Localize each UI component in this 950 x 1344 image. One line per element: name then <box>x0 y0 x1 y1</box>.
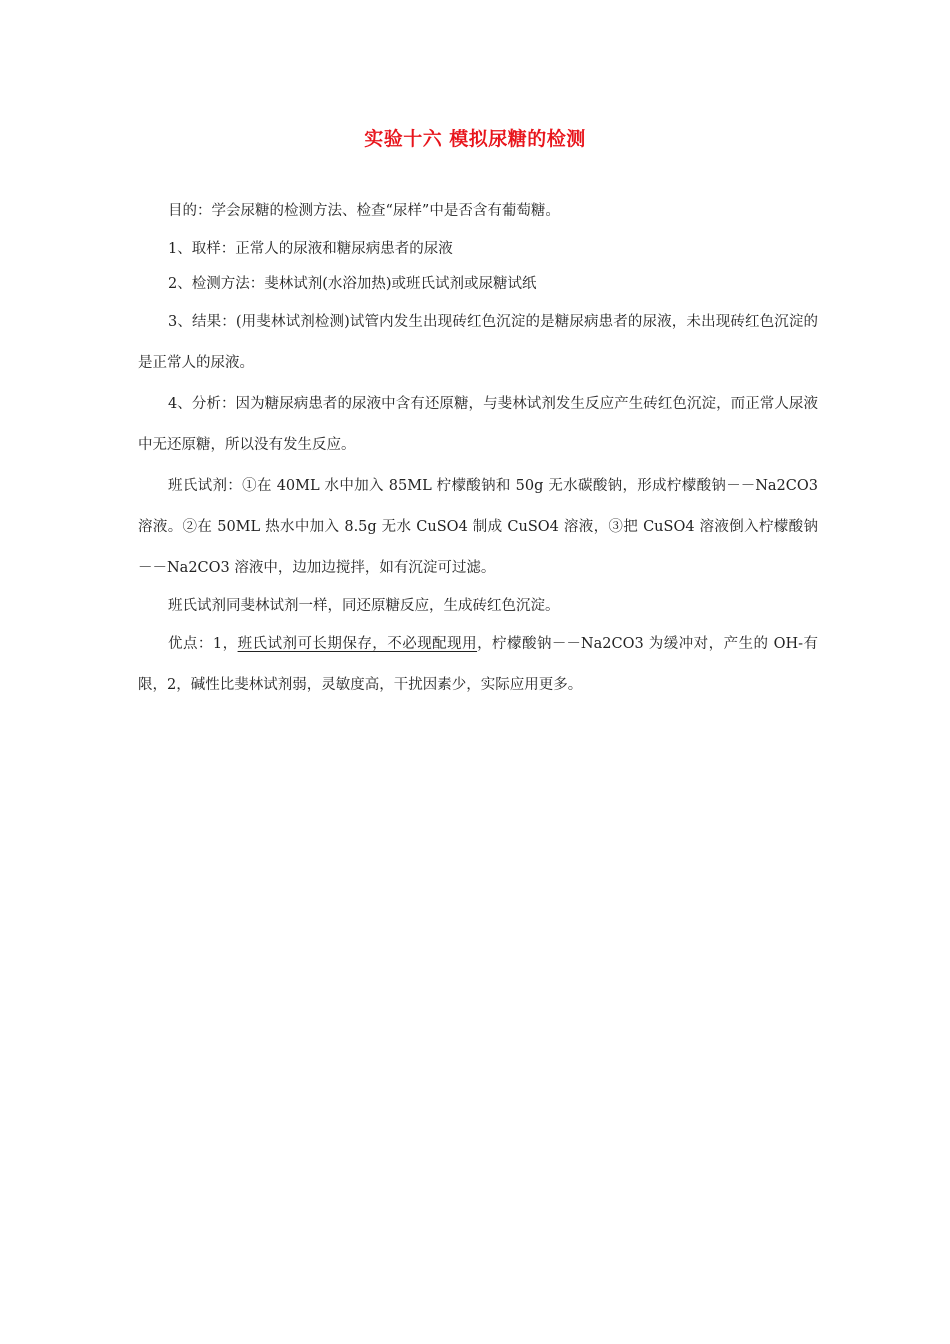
paragraph-purpose: 目的：学会尿糖的检测方法、检查“尿样”中是否含有葡萄糖。 <box>168 203 560 219</box>
paragraph-benedict-reagent: 班氏试剂：①在 40ML 水中加入 85ML 柠檬酸钠和 50g 无水碳酸钠，形成柠檬酸钠－－Na2CO3 溶液。②在 50ML 热水中加入 8.5g 无水 CuSO4 制成 CuSO4 溶液，③把 CuSO4 溶液倒入柠檬酸钠－－Na2CO3 溶液中，边加边搅拌，如有沉淀可过滤。 <box>138 478 818 576</box>
document-body <box>138 198 818 706</box>
paragraph-advantages <box>138 624 818 706</box>
advantage-underlined-text: 班氏试剂可长期保存，不必现配现用 <box>237 636 478 652</box>
advantage-prefix: 优点：1， <box>168 636 238 652</box>
paragraph-step3: 3、结果：(用斐林试剂检测)试管内发生出现砖红色沉淀的是糖尿病患者的尿液，未出现砖红色沉淀的是正常人的尿液。 <box>138 314 818 371</box>
document-title: 实验十六 模拟尿糖的检测 <box>364 128 586 150</box>
paragraph-step4: 4、分析：因为糖尿病患者的尿液中含有还原糖，与斐林试剂发生反应产生砖红色沉淀，而正常人尿液中无还原糖，所以没有发生反应。 <box>138 396 818 453</box>
advantage-rest: ，柠檬酸钠－－Na2CO3 为缓冲对，产生的 OH-有限，2，碱性比斐林试剂弱，灵敏度高，干扰因素少，实际应用更多。 <box>138 636 818 693</box>
paragraph-step1: 1、取样：正常人的尿液和糖尿病患者的尿液 <box>168 241 453 257</box>
paragraph-step2: 2、检测方法：斐林试剂(水浴加热)或班氏试剂或尿糖试纸 <box>168 276 537 292</box>
paragraph-same-reaction: 班氏试剂同斐林试剂一样，同还原糖反应，生成砖红色沉淀。 <box>168 598 560 614</box>
